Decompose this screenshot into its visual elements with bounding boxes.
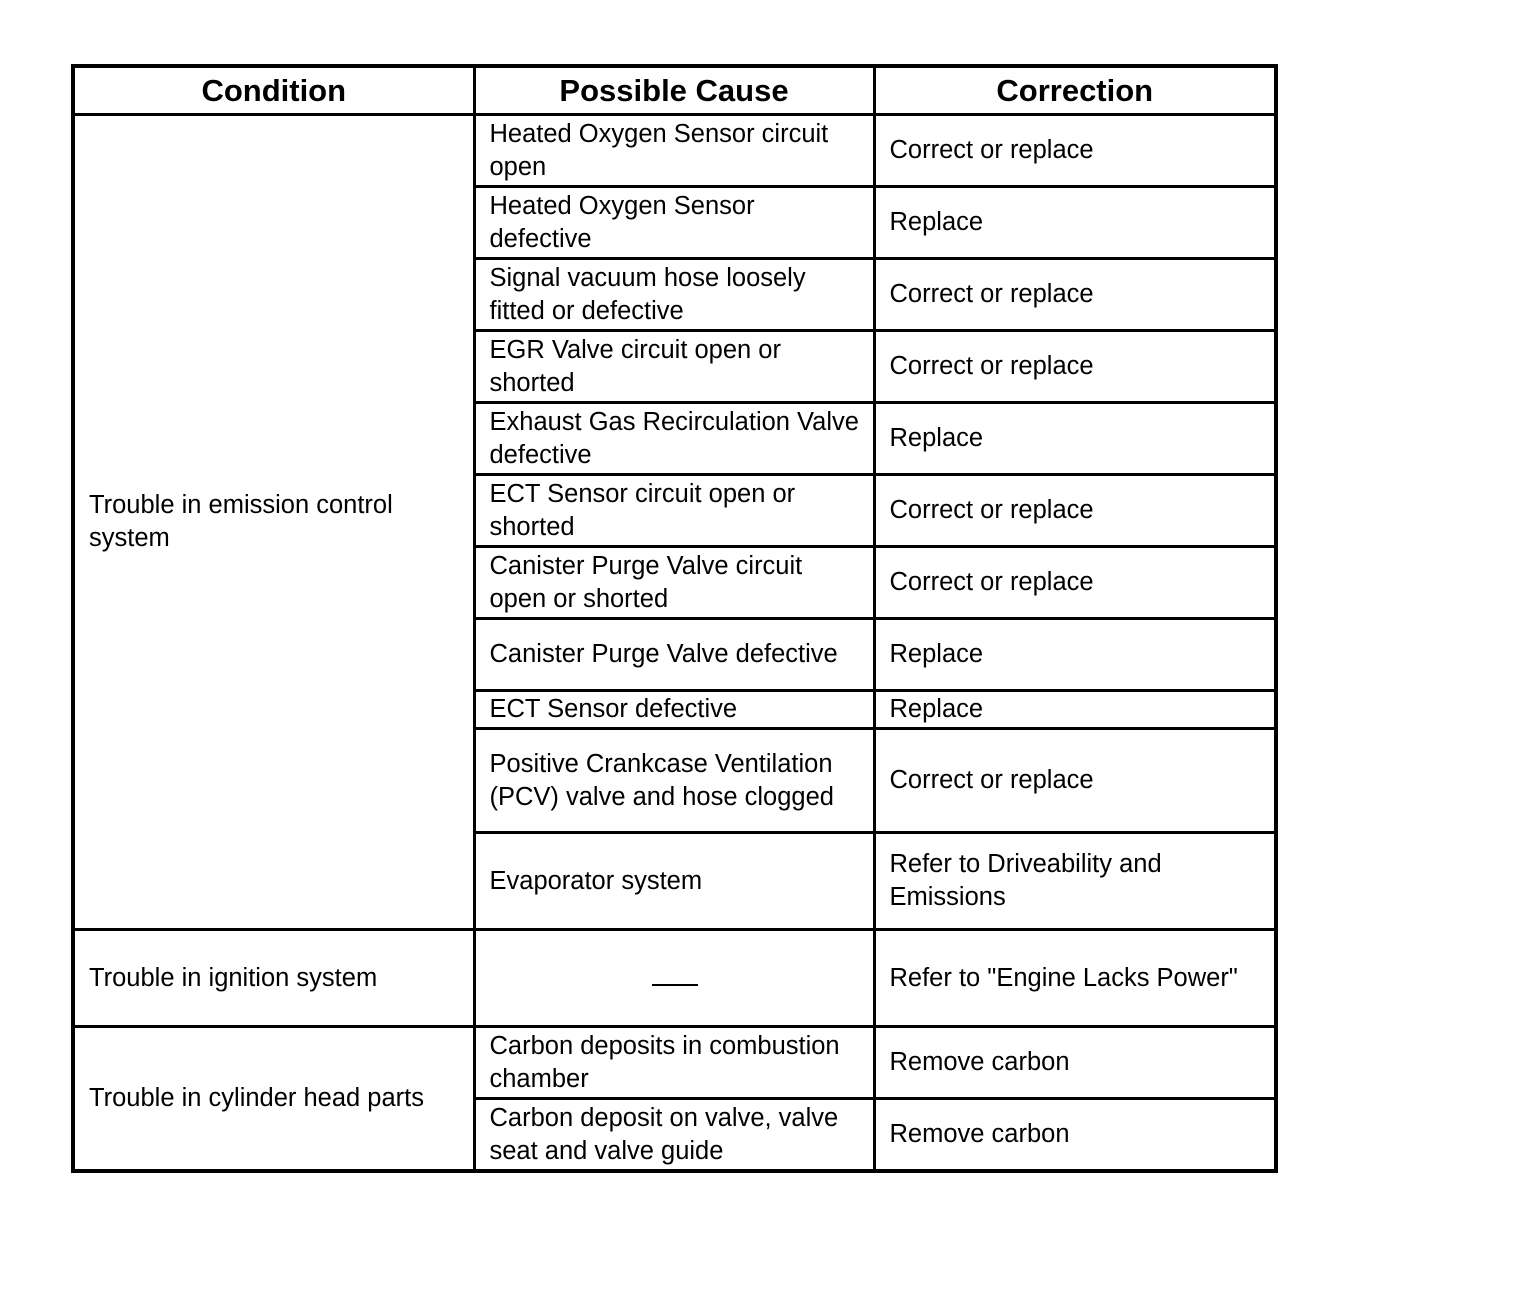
condition-cell: Trouble in ignition system xyxy=(73,930,474,1027)
troubleshooting-table xyxy=(71,64,1278,1173)
correction-cell: Remove carbon xyxy=(874,1099,1276,1172)
correction-cell: Replace xyxy=(874,187,1276,259)
correction-cell: Correct or replace xyxy=(874,331,1276,403)
header-condition: Condition xyxy=(73,66,474,115)
cause-cell: Evaporator system xyxy=(474,833,874,930)
correction-cell: Refer to Driveability and Emissions xyxy=(874,833,1276,930)
correction-cell: Correct or replace xyxy=(874,259,1276,331)
header-possible-cause: Possible Cause xyxy=(474,66,874,115)
header-row xyxy=(73,66,1276,115)
table-row xyxy=(73,930,1276,1027)
cause-cell: EGR Valve circuit open or shorted xyxy=(474,331,874,403)
correction-cell: Remove carbon xyxy=(874,1027,1276,1099)
condition-cell: Trouble in cylinder head parts xyxy=(73,1027,474,1172)
cause-cell xyxy=(474,930,874,1027)
cause-cell: Heated Oxygen Sensor defective xyxy=(474,187,874,259)
cause-cell: Heated Oxygen Sensor circuit open xyxy=(474,115,874,187)
header-correction: Correction xyxy=(874,66,1276,115)
cause-cell: Carbon deposits in combustion chamber xyxy=(474,1027,874,1099)
correction-cell: Replace xyxy=(874,691,1276,729)
cause-cell: Canister Purge Valve circuit open or shorted xyxy=(474,547,874,619)
table-row xyxy=(73,115,1276,187)
cause-cell: ECT Sensor defective xyxy=(474,691,874,729)
cause-cell: Carbon deposit on valve, valve seat and valve guide xyxy=(474,1099,874,1172)
dash-placeholder xyxy=(652,984,698,986)
cause-cell: ECT Sensor circuit open or shorted xyxy=(474,475,874,547)
correction-cell: Correct or replace xyxy=(874,729,1276,833)
correction-cell: Refer to "Engine Lacks Power" xyxy=(874,930,1276,1027)
condition-cell: Trouble in emission control system xyxy=(73,115,474,930)
correction-cell: Correct or replace xyxy=(874,115,1276,187)
correction-cell: Correct or replace xyxy=(874,475,1276,547)
correction-cell: Replace xyxy=(874,619,1276,691)
cause-cell: Signal vacuum hose loosely fitted or defective xyxy=(474,259,874,331)
correction-cell: Correct or replace xyxy=(874,547,1276,619)
table-row xyxy=(73,1027,1276,1099)
cause-cell: Canister Purge Valve defective xyxy=(474,619,874,691)
correction-cell: Replace xyxy=(874,403,1276,475)
cause-cell: Exhaust Gas Recirculation Valve defective xyxy=(474,403,874,475)
cause-cell: Positive Crankcase Ventilation (PCV) valve and hose clogged xyxy=(474,729,874,833)
